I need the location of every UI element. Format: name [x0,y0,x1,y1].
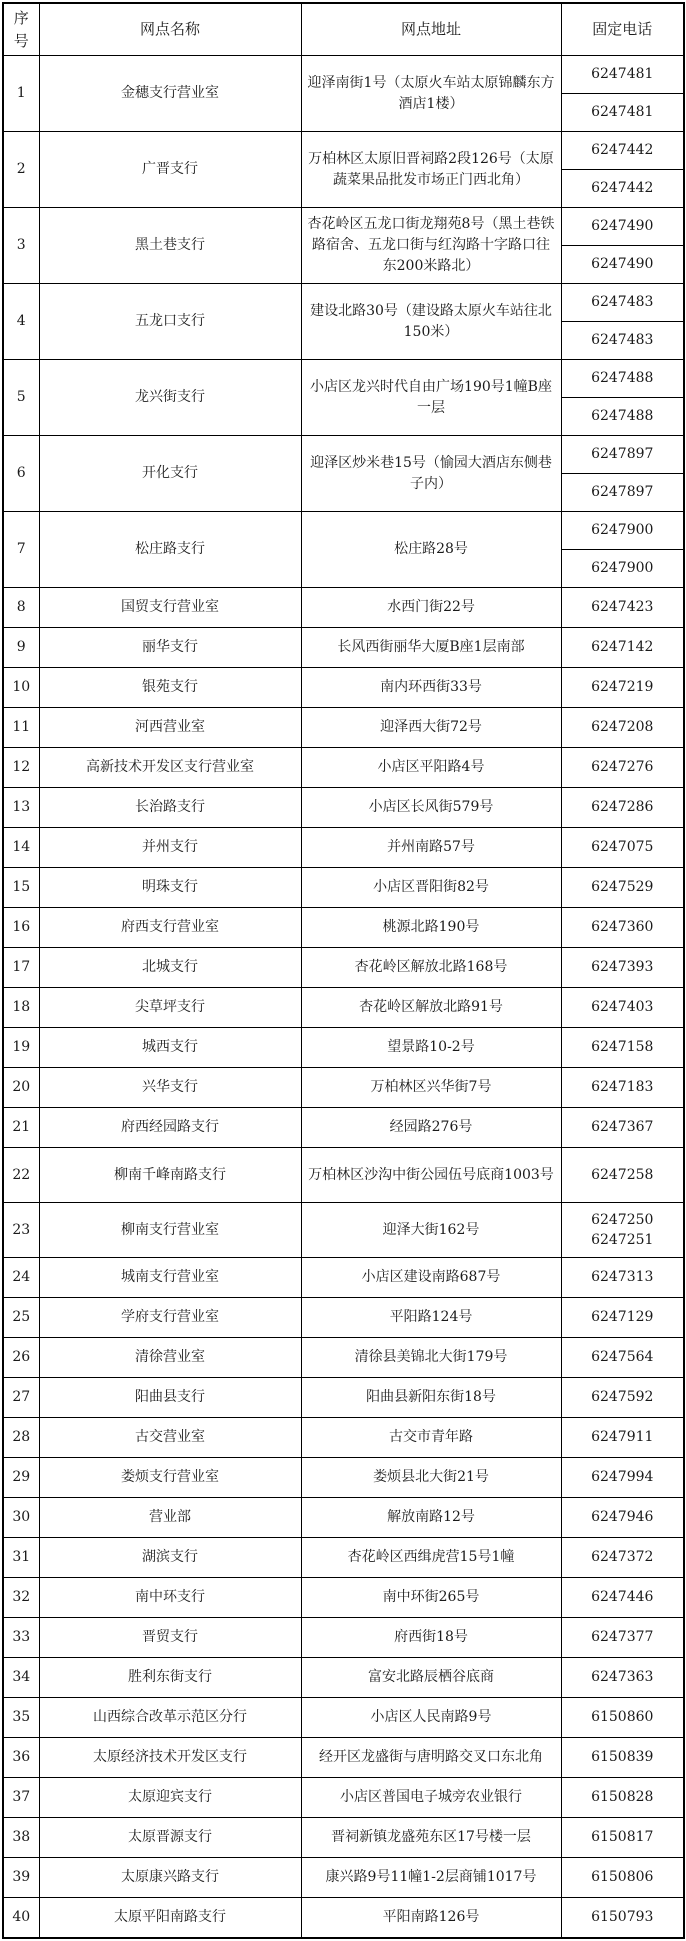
table-row [3,828,684,868]
branch-name: 柳南支行营业室 [39,1203,301,1258]
branch-name: 五龙口支行 [39,284,301,360]
table-row [3,1498,684,1538]
branch-address: 并州南路57号 [301,828,561,868]
branch-phone [561,1068,684,1108]
table-row [3,360,684,398]
branch-name: 河西营业室 [39,708,301,748]
table-row [3,436,684,474]
branch-phone: 6247490 [561,246,684,284]
phone-number: 6247403 [591,999,654,1016]
branch-address: 平阳路124号 [301,1298,561,1338]
branch-address: 迎泽区炒米巷15号（愉园大酒店东侧巷子内） [301,436,561,512]
row-index: 25 [3,1298,39,1338]
table-row [3,1698,684,1738]
branch-phone: 6247442 [561,170,684,208]
branch-address: 南内环西街33号 [301,668,561,708]
row-index: 11 [3,708,39,748]
phone-number: 6247423 [591,599,654,616]
row-index: 9 [3,628,39,668]
phone-number: 6150817 [591,1829,654,1846]
header-cell-name: 网点名称 [39,3,301,56]
branch-phone [561,1818,684,1858]
branch-name: 太原经济技术开发区支行 [39,1738,301,1778]
branch-address: 小店区晋阳街82号 [301,868,561,908]
branch-name: 营业部 [39,1498,301,1538]
branch-phone [561,1658,684,1698]
branch-phone [561,1258,684,1298]
table-row [3,1148,684,1203]
branch-table-header [3,3,684,56]
phone-number: 6247564 [591,1349,654,1366]
branch-phone [561,1578,684,1618]
branch-name: 明珠支行 [39,868,301,908]
branch-name: 湖滨支行 [39,1538,301,1578]
branch-phone [561,1148,684,1203]
table-row [3,1618,684,1658]
branch-name: 长治路支行 [39,788,301,828]
branch-name: 尖草坪支行 [39,988,301,1028]
table-row [3,1418,684,1458]
branch-address: 解放南路12号 [301,1498,561,1538]
branch-name: 兴华支行 [39,1068,301,1108]
branch-name: 松庄路支行 [39,512,301,588]
branch-phone [561,588,684,628]
branch-address: 小店区建设南路687号 [301,1258,561,1298]
row-index: 4 [3,284,39,360]
branch-address: 万柏林区太原旧晋祠路2段126号（太原蔬菜果品批发市场正门西北角） [301,132,561,208]
branch-phone: 6247900 [561,550,684,588]
branch-phone [561,748,684,788]
phone-number: 6247158 [591,1039,654,1056]
phone-number: 6247208 [591,719,654,736]
row-index: 34 [3,1658,39,1698]
branch-phone [561,1498,684,1538]
header-cell-phone: 固定电话 [561,3,684,56]
branch-phone: 6247897 [561,474,684,512]
table-row [3,132,684,170]
table-row [3,1028,684,1068]
phone-number: 6247250 [591,1211,654,1228]
branch-phone [561,668,684,708]
row-index: 20 [3,1068,39,1108]
branch-phone [561,1538,684,1578]
branch-phone [561,1108,684,1148]
branch-address: 水西门街22号 [301,588,561,628]
branch-address: 杏花岭区解放北路168号 [301,948,561,988]
phone-number: 6247377 [591,1629,654,1646]
branch-phone: 6247488 [561,398,684,436]
row-index: 28 [3,1418,39,1458]
phone-number: 6150839 [591,1749,654,1766]
phone-number: 6247258 [591,1166,654,1183]
branch-name: 城西支行 [39,1028,301,1068]
branch-phone [561,1203,684,1258]
phone-number: 6247529 [591,879,654,896]
branch-address: 富安北路辰栖谷底商 [301,1658,561,1698]
row-index: 1 [3,56,39,132]
branch-address: 杏花岭区西缉虎营15号1幢 [301,1538,561,1578]
branch-address: 万柏林区沙沟中街公园伍号底商1003号 [301,1148,561,1203]
branch-name: 府西经园路支行 [39,1108,301,1148]
branch-name: 国贸支行营业室 [39,588,301,628]
table-row [3,1818,684,1858]
row-index: 36 [3,1738,39,1778]
branch-phone [561,1378,684,1418]
phone-number: 6150793 [591,1909,654,1926]
table-row [3,988,684,1028]
table-row [3,628,684,668]
phone-number: 6247363 [591,1669,654,1686]
branch-phone: 6247481 [561,56,684,94]
branch-address: 小店区长风街579号 [301,788,561,828]
branch-name: 金穗支行营业室 [39,56,301,132]
row-index: 19 [3,1028,39,1068]
row-index: 3 [3,208,39,284]
branch-phone: 6247900 [561,512,684,550]
branch-phone [561,868,684,908]
table-row [3,1298,684,1338]
table-row [3,284,684,322]
table-row [3,1578,684,1618]
phone-number: 6150860 [591,1709,654,1726]
branch-name: 丽华支行 [39,628,301,668]
row-index: 15 [3,868,39,908]
branch-name: 太原康兴路支行 [39,1858,301,1898]
row-index: 21 [3,1108,39,1148]
row-index: 13 [3,788,39,828]
branch-name: 山西综合改革示范区分行 [39,1698,301,1738]
table-row [3,588,684,628]
table-row [3,1658,684,1698]
branch-address: 小店区平阳路4号 [301,748,561,788]
branch-address: 小店区普国电子城旁农业银行 [301,1778,561,1818]
branch-phone [561,1028,684,1068]
row-index: 38 [3,1818,39,1858]
table-row [3,948,684,988]
branch-address: 经园路276号 [301,1108,561,1148]
row-index: 29 [3,1458,39,1498]
branch-name: 胜利东街支行 [39,1658,301,1698]
branch-address: 迎泽西大街72号 [301,708,561,748]
row-index: 26 [3,1338,39,1378]
phone-number: 6247129 [591,1309,654,1326]
row-index: 14 [3,828,39,868]
branch-phone [561,1778,684,1818]
branch-name: 开化支行 [39,436,301,512]
table-row [3,668,684,708]
branch-address: 望景路10-2号 [301,1028,561,1068]
row-index: 39 [3,1858,39,1898]
branch-address: 南中环街265号 [301,1578,561,1618]
branch-address: 杏花岭区五龙口街龙翔苑8号（黑土巷铁路宿舍、五龙口街与红沟路十字路口往东200米路北） [301,208,561,284]
table-row [3,1778,684,1818]
branch-phone: 6247442 [561,132,684,170]
branch-address: 迎泽南街1号（太原火车站太原锦麟东方酒店1楼） [301,56,561,132]
row-index: 12 [3,748,39,788]
row-index: 40 [3,1898,39,1938]
row-index: 32 [3,1578,39,1618]
branch-phone [561,1418,684,1458]
phone-number: 6247446 [591,1589,654,1606]
row-index: 7 [3,512,39,588]
branch-name: 太原晋源支行 [39,1818,301,1858]
branch-phone [561,948,684,988]
phone-number: 6247276 [591,759,654,776]
branch-name: 并州支行 [39,828,301,868]
row-index: 10 [3,668,39,708]
branch-phone [561,988,684,1028]
branch-address: 府西街18号 [301,1618,561,1658]
branch-address: 长风西街丽华大厦B座1层南部 [301,628,561,668]
phone-number: 6247994 [591,1469,654,1486]
phone-number: 6247911 [591,1429,654,1446]
branch-address: 古交市青年路 [301,1418,561,1458]
branch-phone: 6247481 [561,94,684,132]
branch-phone: 6247483 [561,322,684,360]
branch-address: 娄烦县北大街21号 [301,1458,561,1498]
branch-table-body [3,56,684,1938]
row-index: 17 [3,948,39,988]
branch-phone [561,628,684,668]
branch-address: 阳曲县新阳东街18号 [301,1378,561,1418]
branch-phone [561,1898,684,1938]
branch-address: 小店区人民南路9号 [301,1698,561,1738]
branch-name: 高新技术开发区支行营业室 [39,748,301,788]
table-row [3,1338,684,1378]
branch-name: 学府支行营业室 [39,1298,301,1338]
branch-name: 太原平阳南路支行 [39,1898,301,1938]
branch-phone [561,1338,684,1378]
row-index: 2 [3,132,39,208]
table-row [3,512,684,550]
table-row [3,208,684,246]
row-index: 35 [3,1698,39,1738]
branch-name: 城南支行营业室 [39,1258,301,1298]
table-row [3,1108,684,1148]
row-index: 8 [3,588,39,628]
branch-name: 银苑支行 [39,668,301,708]
branch-phone [561,908,684,948]
branch-phone [561,1458,684,1498]
row-index: 16 [3,908,39,948]
branch-name: 龙兴街支行 [39,360,301,436]
phone-number: 6247286 [591,799,654,816]
phone-number: 6247946 [591,1509,654,1526]
phone-number: 6247219 [591,679,654,696]
table-row [3,1898,684,1938]
row-index: 23 [3,1203,39,1258]
phone-number: 6247372 [591,1549,654,1566]
branch-phone [561,1298,684,1338]
table-row [3,1858,684,1898]
row-index: 27 [3,1378,39,1418]
branch-name: 清徐营业室 [39,1338,301,1378]
row-index: 22 [3,1148,39,1203]
branch-name: 北城支行 [39,948,301,988]
branch-name: 古交营业室 [39,1418,301,1458]
branch-address: 清徐县美锦北大街179号 [301,1338,561,1378]
branch-address: 建设北路30号（建设路太原火车站往北150米） [301,284,561,360]
branch-address: 小店区龙兴时代自由广场190号1幢B座一层 [301,360,561,436]
table-row [3,788,684,828]
branch-address: 万柏林区兴华街7号 [301,1068,561,1108]
branch-address: 松庄路28号 [301,512,561,588]
row-index: 5 [3,360,39,436]
row-index: 33 [3,1618,39,1658]
branch-phone [561,788,684,828]
phone-number: 6150828 [591,1789,654,1806]
table-row [3,908,684,948]
phone-number: 6247142 [591,639,654,656]
branch-name: 广晋支行 [39,132,301,208]
branch-address: 晋祠新镇龙盛苑东区17号楼一层 [301,1818,561,1858]
branch-phone [561,1858,684,1898]
branch-phone [561,708,684,748]
branch-phone [561,1618,684,1658]
table-row [3,56,684,94]
branch-address: 经开区龙盛街与唐明路交叉口东北角 [301,1738,561,1778]
row-index: 6 [3,436,39,512]
phone-number: 6247075 [591,839,654,856]
phone-number: 6247367 [591,1119,654,1136]
branch-name: 府西支行营业室 [39,908,301,948]
branch-name: 太原迎宾支行 [39,1778,301,1818]
branch-name: 柳南千峰南路支行 [39,1148,301,1203]
branch-address: 桃源北路190号 [301,908,561,948]
branch-name: 娄烦支行营业室 [39,1458,301,1498]
branch-name: 晋贸支行 [39,1618,301,1658]
table-row [3,1458,684,1498]
branch-address: 康兴路9号11幢1-2层商铺1017号 [301,1858,561,1898]
table-row [3,708,684,748]
phone-number: 6247592 [591,1389,654,1406]
branch-address: 迎泽大街162号 [301,1203,561,1258]
branch-table [2,2,685,1939]
branch-phone: 6247488 [561,360,684,398]
table-row [3,1738,684,1778]
branch-address: 杏花岭区解放北路91号 [301,988,561,1028]
branch-phone: 6247490 [561,208,684,246]
branch-address: 平阳南路126号 [301,1898,561,1938]
phone-number: 6247183 [591,1079,654,1096]
table-row [3,1203,684,1258]
phone-number: 6247360 [591,919,654,936]
branch-name: 南中环支行 [39,1578,301,1618]
table-row [3,1068,684,1108]
phone-number: 6247393 [591,959,654,976]
header-cell-index: 序号 [3,3,39,56]
row-index: 37 [3,1778,39,1818]
branch-phone: 6247483 [561,284,684,322]
header-cell-address: 网点地址 [301,3,561,56]
row-index: 18 [3,988,39,1028]
header-row [3,3,684,56]
table-row [3,1378,684,1418]
row-index: 31 [3,1538,39,1578]
branch-phone [561,1738,684,1778]
branch-phone: 6247897 [561,436,684,474]
row-index: 30 [3,1498,39,1538]
table-row [3,1258,684,1298]
branch-phone [561,828,684,868]
phone-number: 6247251 [591,1232,654,1248]
phone-number: 6150806 [591,1869,654,1886]
branch-name: 黑土巷支行 [39,208,301,284]
table-row [3,868,684,908]
table-row [3,748,684,788]
branch-phone [561,1698,684,1738]
table-row [3,1538,684,1578]
phone-number: 6247313 [591,1269,654,1286]
branch-name: 阳曲县支行 [39,1378,301,1418]
row-index: 24 [3,1258,39,1298]
